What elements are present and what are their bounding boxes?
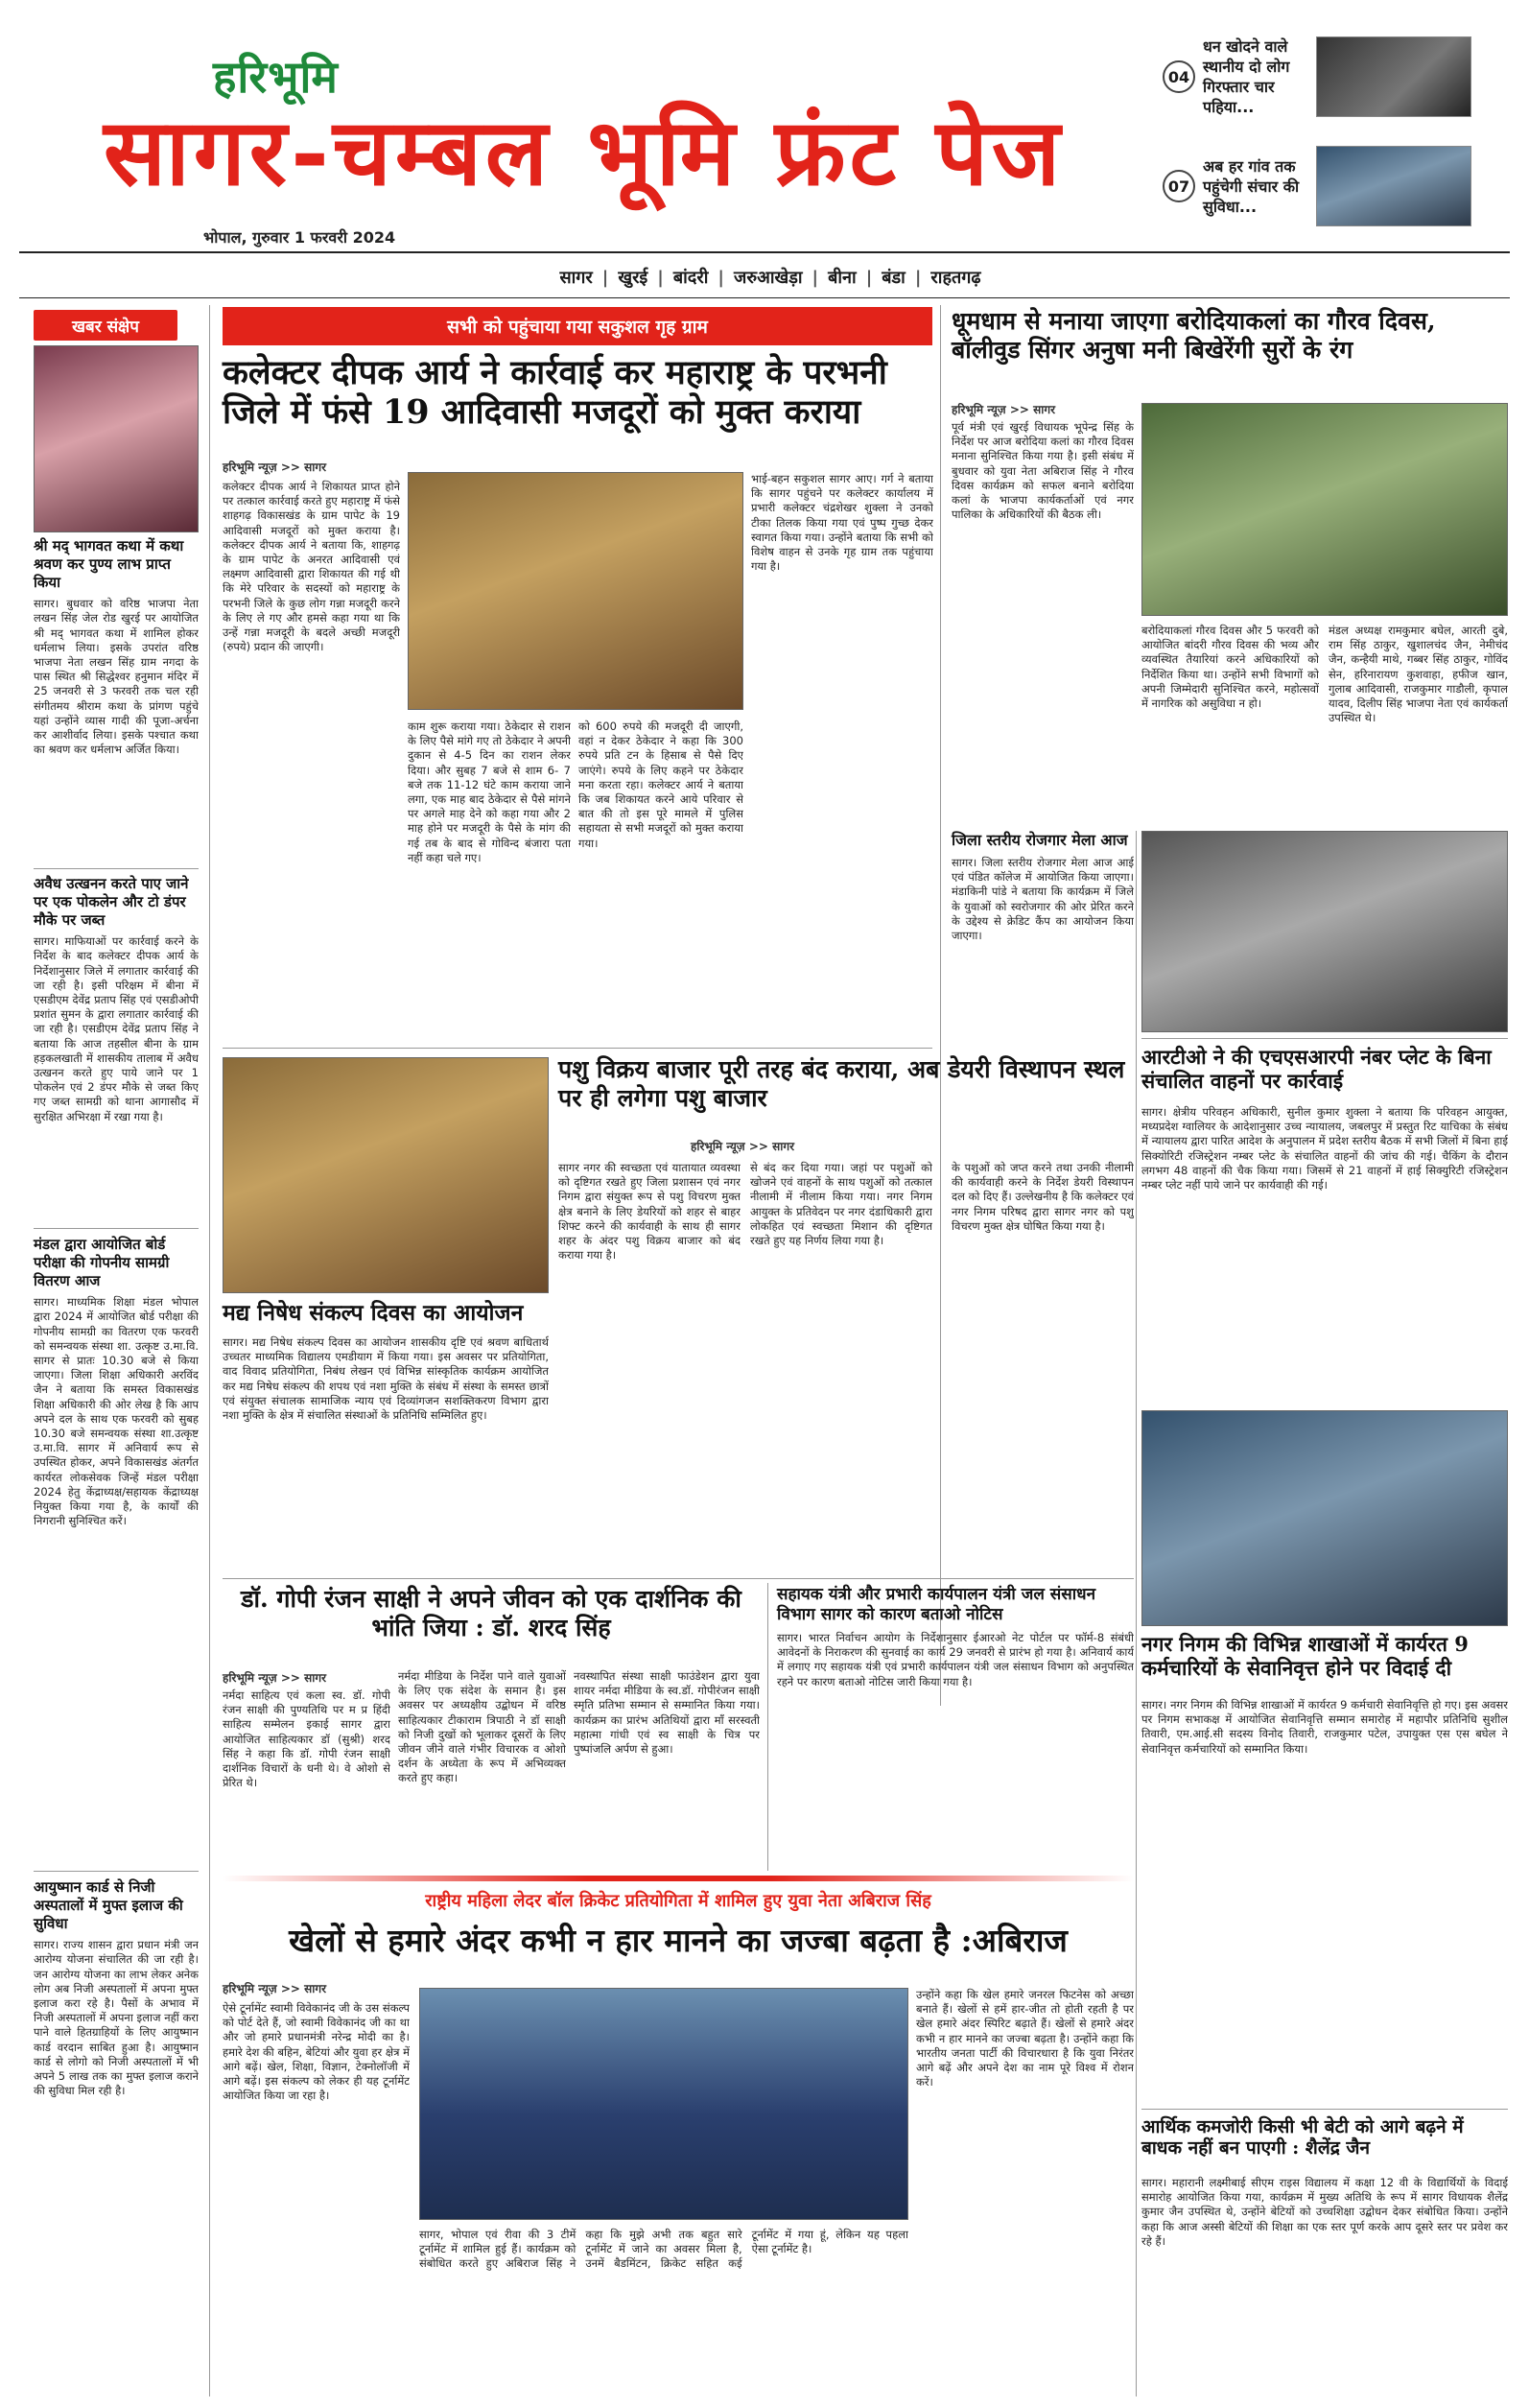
teaser-text: धन खोदने वाले स्थानीय दो लोग गिरफ्तार चार पहिया... bbox=[1203, 37, 1290, 116]
cricket-col-1: ऐसे टूर्नामेंट स्वामी विवेकानंद जी के उस संकल्प को पोर्ट देते हैं, जो स्वामी विवेकानंद जी का था और जो हमारे प्रधानमंत्री नरेन्द्र मोदी का है। हमारे देश की बहिन, बेटियां और युवा हर क्षेत्र में आगे बढ़ें। खेल, शिक्षा, विज्ञान, टेक्नोलॉजी में आगे बढ़ें। इस संकल्प को लेकर ही यह टूर्नामेंट आयोजित किया जा रहा है। bbox=[223, 2001, 410, 2103]
rojgar-item bbox=[952, 831, 1134, 1057]
divider-ornament bbox=[223, 1876, 1134, 1881]
lead-col-4: भाई-बहन सकुशल सागर आए। गर्ग ने बताया कि सागर पहुंचने पर कलेक्टर कार्यालय में प्रभारी कलेक्टर चंद्रशेखर शुक्ला ने उनको टीका तिलक किया गया एवं पुष्प गुच्छ देकर स्वागत किया गया। उन्होंने बताया कि सभी को विशेष वाहन से उनके गृह ग्राम तक पहुंचाया गया है। bbox=[751, 472, 933, 574]
city-item[interactable]: खुरई bbox=[618, 268, 648, 288]
cricket-col-3: सागर, भोपाल एवं रीवा की 3 टीमें टूर्नामेंट में शामिल हुई हैं। कार्यक्रम को संबोधित करते हुए अबिराज सिंह ने कहा कि मुझे अभी तक बहुत सारे टूर्नामेंट में जाने का अवसर मिला है, उनमें बैडमिंटन, क्रिकेट सहित कई टूर्नामेंट में गया हूं, लेकिन यह पहला ऐसा टूर्नामेंट है। bbox=[419, 2228, 908, 2271]
lead-col-2: काम शुरू कराया गया। ठेकेदार से राशन के लिए पैसे मांगे गए तो ठेकेदार ने अपनी दुकान से 4-5 दिन का राशन लेकर दिया। और सुबह 7 बजे से शाम 6- 7 बजे तक 11-12 घंटे काम कराया जाने लगा, एक माह बाद ठेकेदार से पैसे मांगने पर अगले माह देने को कहा गया और 2 माह होने पर मजदूरी के पैसे के मांग की गई तब के बाद से गोविन्द बंजारा पता नहीं कहा चले गए। bbox=[408, 720, 571, 864]
city-item[interactable]: जरुआखेड़ा bbox=[733, 268, 803, 288]
rto-body: सागर। क्षेत्रीय परिवहन अधिकारी, सुनील कुमार शुक्ला ने बताया कि परिवहन आयुक्त, मध्यप्रदेश ग्वालियर के आदेशानुसार उच्च न्यायालय, जबलपुर में प्रस्तुत रिट याचिका के संबंध में न्यायालय द्वारा पारित आदेश के अनुपालन में प्रदेश स्तरीय बैठक में सभी जिलों में बिना हाई सिक्योरिटी रजिस्ट्रेशन नम्बर प्लेट के संचालित वाहनों की जांच की गई। चैकिंग के दौरान लगभग 48 वाहनों की चैक किया गया। जिसमें से 21 वाहनों में हाई सिक्युरिटी रजिस्ट्रेशन नम्बर प्लेट नहीं पाये जाने पर कार्यवाही की गई। bbox=[1141, 1105, 1508, 1192]
city-item[interactable]: बीना bbox=[828, 268, 857, 288]
cricket-team-photo bbox=[419, 1988, 908, 2220]
rto-headline[interactable]: आरटीओ ने की एचएसआरपी नंबर प्लेट के बिना संचालित वाहनों पर कार्रवाई bbox=[1141, 1045, 1492, 1093]
barodiya-col-1: पूर्व मंत्री एवं खुरई विधायक भूपेन्द्र सिंह के निर्देश पर आज बरोदिया कलां का गौरव दिवस मनाना सुनिश्चित किया गया है। इसी संबंध में बुधवार को युवा नेता अबिराज सिंह ने गौरव दिवस कार्यक्रम को सफल बनाने बरोदिया कलां के भाजपा कार्यकर्ताओं एवं नगर पालिका के अधिकारियों की बैठक ली। bbox=[952, 420, 1134, 522]
pashu-col-1: सागर नगर की स्वच्छता एवं यातायात व्यवस्था को दृष्टिगत रखते हुए जिला प्रशासन एवं नगर निगम द्वारा संयुक्त रूप से पशु विचरण मुक्त क्षेत्र बनाने के लिए डेयरियों को शहर से बाहर शिफ्ट करने की कार्यवाही के साथ ही सागर शहर के अंदर पशु विक्रय बाजार को बंद कराया गया है। bbox=[558, 1161, 741, 1263]
beti-headline[interactable]: आर्थिक कमजोरी किसी भी बेटी को आगे बढ़ने में बाधक नहीं बन पाएगी : शैलेंद्र जैन bbox=[1141, 2116, 1464, 2160]
city-item[interactable]: राहतगढ़ bbox=[930, 268, 981, 288]
nav-rule bbox=[19, 297, 1510, 298]
masthead-rule bbox=[19, 251, 1510, 253]
cricket-col-2: उन्होंने कहा कि खेल हमारे जनरल फिटनेस को अच्छा बनाते हैं। खेलों से हमें हार-जीत तो होती रहती है पर खेल हमारे अंदर स्पिरिट बढ़ाते हैं। खेलों से हमारे अंदर कभी न हार मानने का जज्बा बढ़ता है। उन्होंने कहा कि भारतीय जनता पार्टी की विचारधारा है कि युवा निरंतर आगे बढ़ें और अपने देश का नाम पूरे विश्व में रोशन करें। bbox=[916, 1988, 1134, 2089]
sidebar-item-body: सागर। बुधवार को वरिष्ठ भाजपा नेता लखन सिंह जेल रोड खुरई पर आयोजित श्री मद् भागवत कथा में शामिल होकर धर्मलाभ लिया। इसके उपरांत वरिष्ठ भाजपा नेता लखन सिंह ग्राम नगदा के पास स्थित श्री सिद्धेश्वर हनुमान मंदिर में 25 जनवरी से 3 फरवरी तक चल रही संगीतमय श्रीराम कथा के प्रांगण पहुंचे यहां उन्होंने व्यास गादी की पूजा-अर्चना कर आशीर्वाद लिया। इसके पश्चात कथा का श्रवण कर धर्मलाभ अर्जित किया। bbox=[34, 597, 199, 757]
sidebar-item-body: सागर। माफियाओं पर कार्रवाई करने के निर्देश के बाद कलेक्टर दीपक आर्य के निर्देशानुसार जिले में लगातार कार्रवाई की जा रही है। इसी परिक्षम में बीना में एसडीएम देवेंद्र प्रताप सिंह एवं एसडीओपी प्रशांत सुमन के द्वारा लगातार कार्रवाई की जा रही है। एसडीएम देवेंद्र प्रताप सिंह ने बताया कि आज तहसील बीना के ग्राम हड़कलखाती में शासकीय तालाब में अवैध उत्खनन करते हुए पाये जाने पर 1 पोकलेन एवं 2 डंपर मौके से जब्त किए गए जब्त सामग्री को थाना आगासौद में सुरक्षित अभिरक्षा में रखा गया है। bbox=[34, 934, 199, 1123]
lead-col-3: को 600 रुपये की मजदूरी दी जाएगी, वहां न देकर ठेकेदार ने कहा कि 300 रुपये प्रति टन के हिसाब से पैसे दिए जाएंगे। रुपये के लिए कहने पर ठेकेदार मना करता रहा। कलेक्टर आर्य ने बताया कि जब शिकायत करने आये परिवार से बात की तो इस पूरे मामले में पुलिस सहायता से सभी मजदूरों को मुक्त कराया गया। bbox=[578, 720, 743, 850]
sidebar-item-title: अवैध उत्खनन करते पाए जाने पर एक पोकलेन और टो डंपर मौके पर जब्त bbox=[34, 875, 189, 929]
pashu-headline[interactable]: पशु विक्रय बाजार पूरी तरह बंद कराया, अब डेयरी विस्थापन स्थल पर ही लगेगा पशु बाजार bbox=[558, 1055, 1125, 1112]
nagarnigam-body: सागर। नगर निगम की विभिन्न शाखाओं में कार्यरत 9 कर्मचारी सेवानिवृत्ति हो गए। इस अवसर पर निगम सभाकक्ष में आयोजित सेवानिवृत्ति सम्मान समारोह में महापौर प्रतिनिधि सुशील तिवारी, एम.आई.सी सदस्य विनोद तिवारी, राजकुमार पटेल, उपायुक्त एस एस बघेल ने सेवानिवृत्त कर्मचारियों को सम्मानित किया। bbox=[1141, 1698, 1508, 1756]
teaser-number: 07 bbox=[1163, 170, 1195, 202]
city-item[interactable]: बांदरी bbox=[672, 268, 709, 288]
retirement-photo bbox=[1141, 1410, 1508, 1626]
pashu-byline: हरिभूमि न्यूज़ >> सागर bbox=[691, 1140, 795, 1153]
rojgar-body: सागर। जिला स्तरीय रोजगार मेला आज आई एवं पंडित कॉलेज में आयोजित किया जाएगा। मंडाकिनी पांडे ने बताया कि कार्यक्रम में जिले के युवाओं को स्वरोजगार की ओर प्रेरित करने के उद्देश्य से क्रेडिट कैंप का आयोजन किया जाएगा। bbox=[952, 856, 1134, 943]
city-item[interactable]: बंडा bbox=[882, 268, 906, 288]
barodiya-photo bbox=[1141, 403, 1508, 616]
sidebar-item bbox=[34, 1878, 199, 2341]
gopi-col-1: नर्मदा साहित्य एवं कला स्व. डॉ. गोपी रंजन साक्षी की पुण्यतिथि पर म प्र हिंदी साहित्य सम्मेलन इकाई सागर द्वारा आयोजित साहित्यकार डॉ (सुश्री) शरद सिंह ने कहा कि डॉ. गोपी रंजन साक्षी दार्शनिक विचारों के धनी थे। वे ओशो से प्रेरित थे। bbox=[223, 1688, 390, 1790]
lead-col-1: कलेक्टर दीपक आर्य ने शिकायत प्राप्त होने पर तत्काल कार्रवाई करते हुए महाराष्ट्र में फंसे शाहगढ़ विकासखंड के ग्राम पापेट के 19 आदिवासी मजदूरों को मुक्त कराया है। कलेक्टर दीपक आर्य ने बताया कि, शाहगढ़ के ग्राम पापेट के अनरत आदिवासी एवं लक्ष्मण आदिवासी द्वारा शिकायत की गई थी कि मेरे परिवार के सदस्यों को महाराष्ट्र के परभनी जिले के कुछ लोग गन्ना मजदूरी करने के लिए ले गए और हमसे कहा गया था कि उन्हें गन्ना मजदूरी के बदले अच्छी मजदूरी (रुपये) प्रदान की जाएगी। bbox=[223, 480, 400, 654]
barodiya-headline[interactable]: धूमधाम से मनाया जाएगा बरोदियाकलां का गौरव दिवस, बॉलीवुड सिंगर अनुषा मनी बिखेरेंगी सुरों के रंग bbox=[952, 307, 1436, 364]
city-nav: सागर | खुरई | बांदरी | जरुआखेड़ा | बीना | बंडा | राहतगढ़ bbox=[489, 261, 1051, 294]
sahayak-headline[interactable]: सहायक यंत्री और प्रभारी कार्यपालन यंत्री जल संसाधन विभाग सागर को कारण बताओ नोटिस bbox=[777, 1585, 1096, 1625]
teaser-1[interactable] bbox=[1163, 36, 1471, 117]
madh-body: सागर। मद्य निषेध संकल्प दिवस का आयोजन शासकीय दृष्टि एवं श्रवण बाधितार्थ उच्चतर माध्यमिक विद्यालय एमडीयाग में किया गया। इस अवसर पर प्रतियोगिता, वाद विवाद प्रतियोगिता, निबंध लेखन एवं विभिन्न सांस्कृतिक कार्यक्रम आयोजित कर मद्य निषेध संकल्प की शपथ एवं नशा मुक्ति के संबंध में संस्था के समस्त छात्रों एवं संयुक्त संचालक सामाजिक न्याय एवं दिव्यांगजन सशक्तिकरण विभाग द्वारा नशा मुक्ति के क्षेत्र में संचालित संस्थाओं के प्रतिनिधि सम्मिलित हुए। bbox=[223, 1335, 549, 1423]
teaser-number: 04 bbox=[1163, 60, 1195, 93]
sidebar-item-title: आयुष्मान कार्ड से निजी अस्पतालों में मुफ्त इलाज की सुविधा bbox=[34, 1878, 183, 1932]
sahayak-body: सागर। भारत निर्वाचन आयोग के निर्देशानुसार ईआरओ नेट पोर्टल पर फॉर्म-8 संबंधी आवेदनों के निराकरण की सुनवाई का कार्य 29 जनवरी से प्रारंभ हो गया है। अनिवार्य कार्य में लगाए गए सहायक यंत्री एवं प्रभारी कार्यपालन यंत्री जल संसाधन विभाग को अनुपस्थित रहने पर कारण बताओ नोटिस जारी किया गया है। bbox=[777, 1631, 1134, 1688]
dateline: भोपाल, गुरुवार 1 फरवरी 2024 bbox=[203, 228, 396, 247]
sidebar-item bbox=[34, 1236, 199, 1880]
lead-photo bbox=[408, 472, 743, 710]
gopi-col-3: नवस्थापित संस्था साक्षी फाउंडेशन द्वारा युवा शायर नर्मदा मीडिया के स्व.डॉ. गोपीरंजन साक्षी स्मृति प्रतिभा सम्मान से सम्मानित किया गया। कार्यक्रम का प्रारंभ अतिथियों द्वारा माँ सरस्वती महात्मा गांधी एवं स्व साक्षी के चित्र पर पुष्पांजलि अर्पण से हुआ। bbox=[574, 1669, 760, 1757]
lead-headline[interactable]: कलेक्टर दीपक आर्य ने कार्रवाई कर महाराष्ट्र के परभनी जिले में फंसे 19 आदिवासी मजदूरों को मुक्त कराया bbox=[223, 353, 887, 433]
bhagwat-katha-photo bbox=[34, 345, 199, 532]
vehicle-check-photo bbox=[1141, 831, 1508, 1032]
gopi-byline: हरिभूमि न्यूज़ >> सागर bbox=[223, 1671, 327, 1685]
pashu-col-3: के पशुओं को जप्त करने तथा उनकी नीलामी की कार्यवाही करने के निर्देश डेयरी विस्थापन दल को दिए हैं। उल्लेखनीय है कि कलेक्टर एवं नगर निगम परिषद द्वारा सागर नगर को पशु विचरण मुक्त क्षेत्र घोषित किया गया है। bbox=[952, 1161, 1134, 1233]
meeting-photo bbox=[1316, 146, 1471, 226]
car-photo bbox=[1316, 36, 1471, 117]
sidebar-item bbox=[34, 537, 199, 856]
teaser-2[interactable] bbox=[1163, 146, 1471, 226]
pashu-col-2: से बंद कर दिया गया। जहां पर पशुओं को खोजने एवं वाहनों के साथ पशुओं को तत्काल नीलामी में नीलाम किया गया। नगर निगम आयुक्त के प्रतिवेदन पर नगर दंडाधिकारी द्वारा लोकहित एवं स्वच्छता मिशान की दृष्टिगत रखते हुए यह निर्णय लिया गया है। bbox=[750, 1161, 932, 1248]
masthead-title: सागर-चम्बल भूमि फ्रंट पेज bbox=[104, 98, 1065, 206]
sidebar-item bbox=[34, 875, 199, 1222]
madh-headline[interactable]: मद्य निषेध संकल्प दिवस का आयोजन bbox=[223, 1300, 524, 1326]
nagarnigam-headline[interactable]: नगर निगम की विभिन्न शाखाओं में कार्यरत 9 कर्मचारियों के सेवानिवृत्त होने पर विदाई दी bbox=[1141, 1632, 1469, 1680]
beti-body: सागर। महारानी लक्ष्मीबाई सीएम राइस विद्यालय में कक्षा 12 वी के विद्यार्थियों के विदाई समारोह आयोजित किया गया, कार्यक्रम में मुख्य अतिथि के रूप में सागर विधायक शैलेंद्र कुमार जैन उपस्थित थे, उन्होंने बेटियों को उच्चशिक्षा उद्बोधन देकर संबोधित किया। उन्होंने कहा कि आज अस्सी बेटियों की शिक्षा का एक स्तर पूर्ण करके आप दूसरे स्तर पर प्रवेश कर रहे हैं। bbox=[1141, 2176, 1508, 2248]
city-item[interactable]: सागर bbox=[559, 268, 593, 288]
lead-banner: सभी को पहुंचाया गया सकुशल गृह ग्राम bbox=[223, 307, 932, 345]
masthead-brand: हरिभूमि bbox=[213, 51, 339, 103]
sidebar-item-body: सागर। राज्य शासन द्वारा प्रधान मंत्री जन आरोग्य योजना संचालित की जा रही है। जन आरोग्य योजना का लाभ लेकर अनेक लोग अब निजी अस्पतालों में अपना मुफ्त इलाज करा रहे है। पैसों के अभाव में निजी अस्पतालों में अपना इलाज नहीं करा पाने वाले हितग्राहियों के लिए आयुष्मान कार्ड वरदान साबित हुआ है। आयुष्मान कार्ड से लोगो को निजी अस्पतालों में भी अपने 5 लाख तक का मुफ्त इलाज कराने की सुविधा मिल रही है। bbox=[34, 1938, 199, 2098]
barodiya-col-2: बरोदियाकलां गौरव दिवस और 5 फरवरी को आयोजित बांदरी गौरव दिवस की भव्य और व्यवस्थित तैयारियां करने अधिकारियों को निर्देशित किया था। उन्होंने सभी विभागों को अपनी जिम्मेदारी सुनिश्चित करने, महोत्सवों में नागरिक को असुविधा न हो। bbox=[1141, 624, 1319, 711]
barodiya-byline: हरिभूमि न्यूज़ >> सागर bbox=[952, 403, 1056, 416]
cricket-kicker: राष्ट्रीय महिला लेदर बॉल क्रिकेट प्रतियोगिता में शामिल हुए युवा नेता अबिराज सिंह bbox=[223, 1884, 1134, 1917]
barodiya-col-3: मंडल अध्यक्ष रामकुमार बघेल, आरती दुबे, राम सिंह ठाकुर, खुशालचंद जैन, नेमीचंद जैन, कन्हैयी माथे, गब्बर सिंह ठाकुर, गोविंद सेन, हरिनारायण कुशवाहा, हफीज खान, गुलाब आदिवासी, राजकुमार गाडौली, कृपाल यादव, दिलीप सिंह भाजपा नेता एवं कार्यकर्ता उपस्थित थे। bbox=[1329, 624, 1508, 725]
sidebar-tag: खबर संक्षेप bbox=[34, 310, 177, 341]
sidebar-item-title: श्री मद् भागवत कथा में कथा श्रवण कर पुण्य लाभ प्राप्त किया bbox=[34, 537, 184, 591]
gopi-headline[interactable]: डॉ. गोपी रंजन साक्षी ने अपने जीवन को एक दार्शनिक की भांति जिया : डॉ. शरद सिंह bbox=[241, 1585, 741, 1641]
gopi-col-2: नर्मदा मीडिया के निर्देश पाने वाले युवाओं के लिए एक संदेश के समान है। इस अवसर पर अध्यक्षीय उद्बोधन में वरिष्ठ साहित्यकार टीकाराम त्रिपाठी ने डॉ साक्षी को निजी दुखों को भूलाकर दूसरों के लिए जीवन जीने वाले गंभीर विचारक व ओशो दर्शन के अध्येता के रूप में अभिव्यक्त करते हुए कहा। bbox=[398, 1669, 566, 1785]
lead-byline: हरिभूमि न्यूज़ >> सागर bbox=[223, 460, 327, 474]
cricket-headline[interactable]: खेलों से हमारे अंदर कभी न हार मानने का जज्बा बढ़ता है :अबिराज bbox=[289, 1922, 1068, 1959]
cricket-byline: हरिभूमि न्यूज़ >> सागर bbox=[223, 1982, 327, 1995]
sidebar-item-title: मंडल द्वारा आयोजित बोर्ड परीक्षा की गोपनीय सामग्री वितरण आज bbox=[34, 1236, 170, 1289]
teaser-text: अब हर गांव तक पहुंचेगी संचार की सुविधा... bbox=[1203, 156, 1300, 216]
sidebar-item-body: सागर। माध्यमिक शिक्षा मंडल भोपाल द्वारा 2024 में आयोजित बोर्ड परीक्षा की गोपनीय सामग्री का वितरण एक फरवरी को समन्वयक संस्था शा. उत्कृष्ट उ.मा.वि. सागर से प्रातः 10.30 बजे से किया जाएगा। जिला शिक्षा अधिकारी अरविंद जैन ने बताया कि समस्त विकासखंड शिक्षा अधिकारी की ओर लेख है कि आप अपने दल के साथ एक फरवरी को सुबह 10.30 बजे समन्वयक संस्था शा.उत्कृष्ट उ.मा.वि. सागर में अनिवार्य रूप से उपस्थित होकर, अपने विकासखंड अंतर्गत कार्यरत लोकसेवक जिन्हें मंडल परीक्षा 2024 हेतु केंद्राध्यक्ष/सहायक केंद्राध्यक्ष नियुक्त किया गया है, के कार्यों की निगरानी सुनिश्चित करें। bbox=[34, 1295, 199, 1528]
madh-nishedh-photo bbox=[223, 1057, 549, 1293]
rojgar-headline[interactable]: जिला स्तरीय रोजगार मेला आज bbox=[952, 831, 1128, 849]
